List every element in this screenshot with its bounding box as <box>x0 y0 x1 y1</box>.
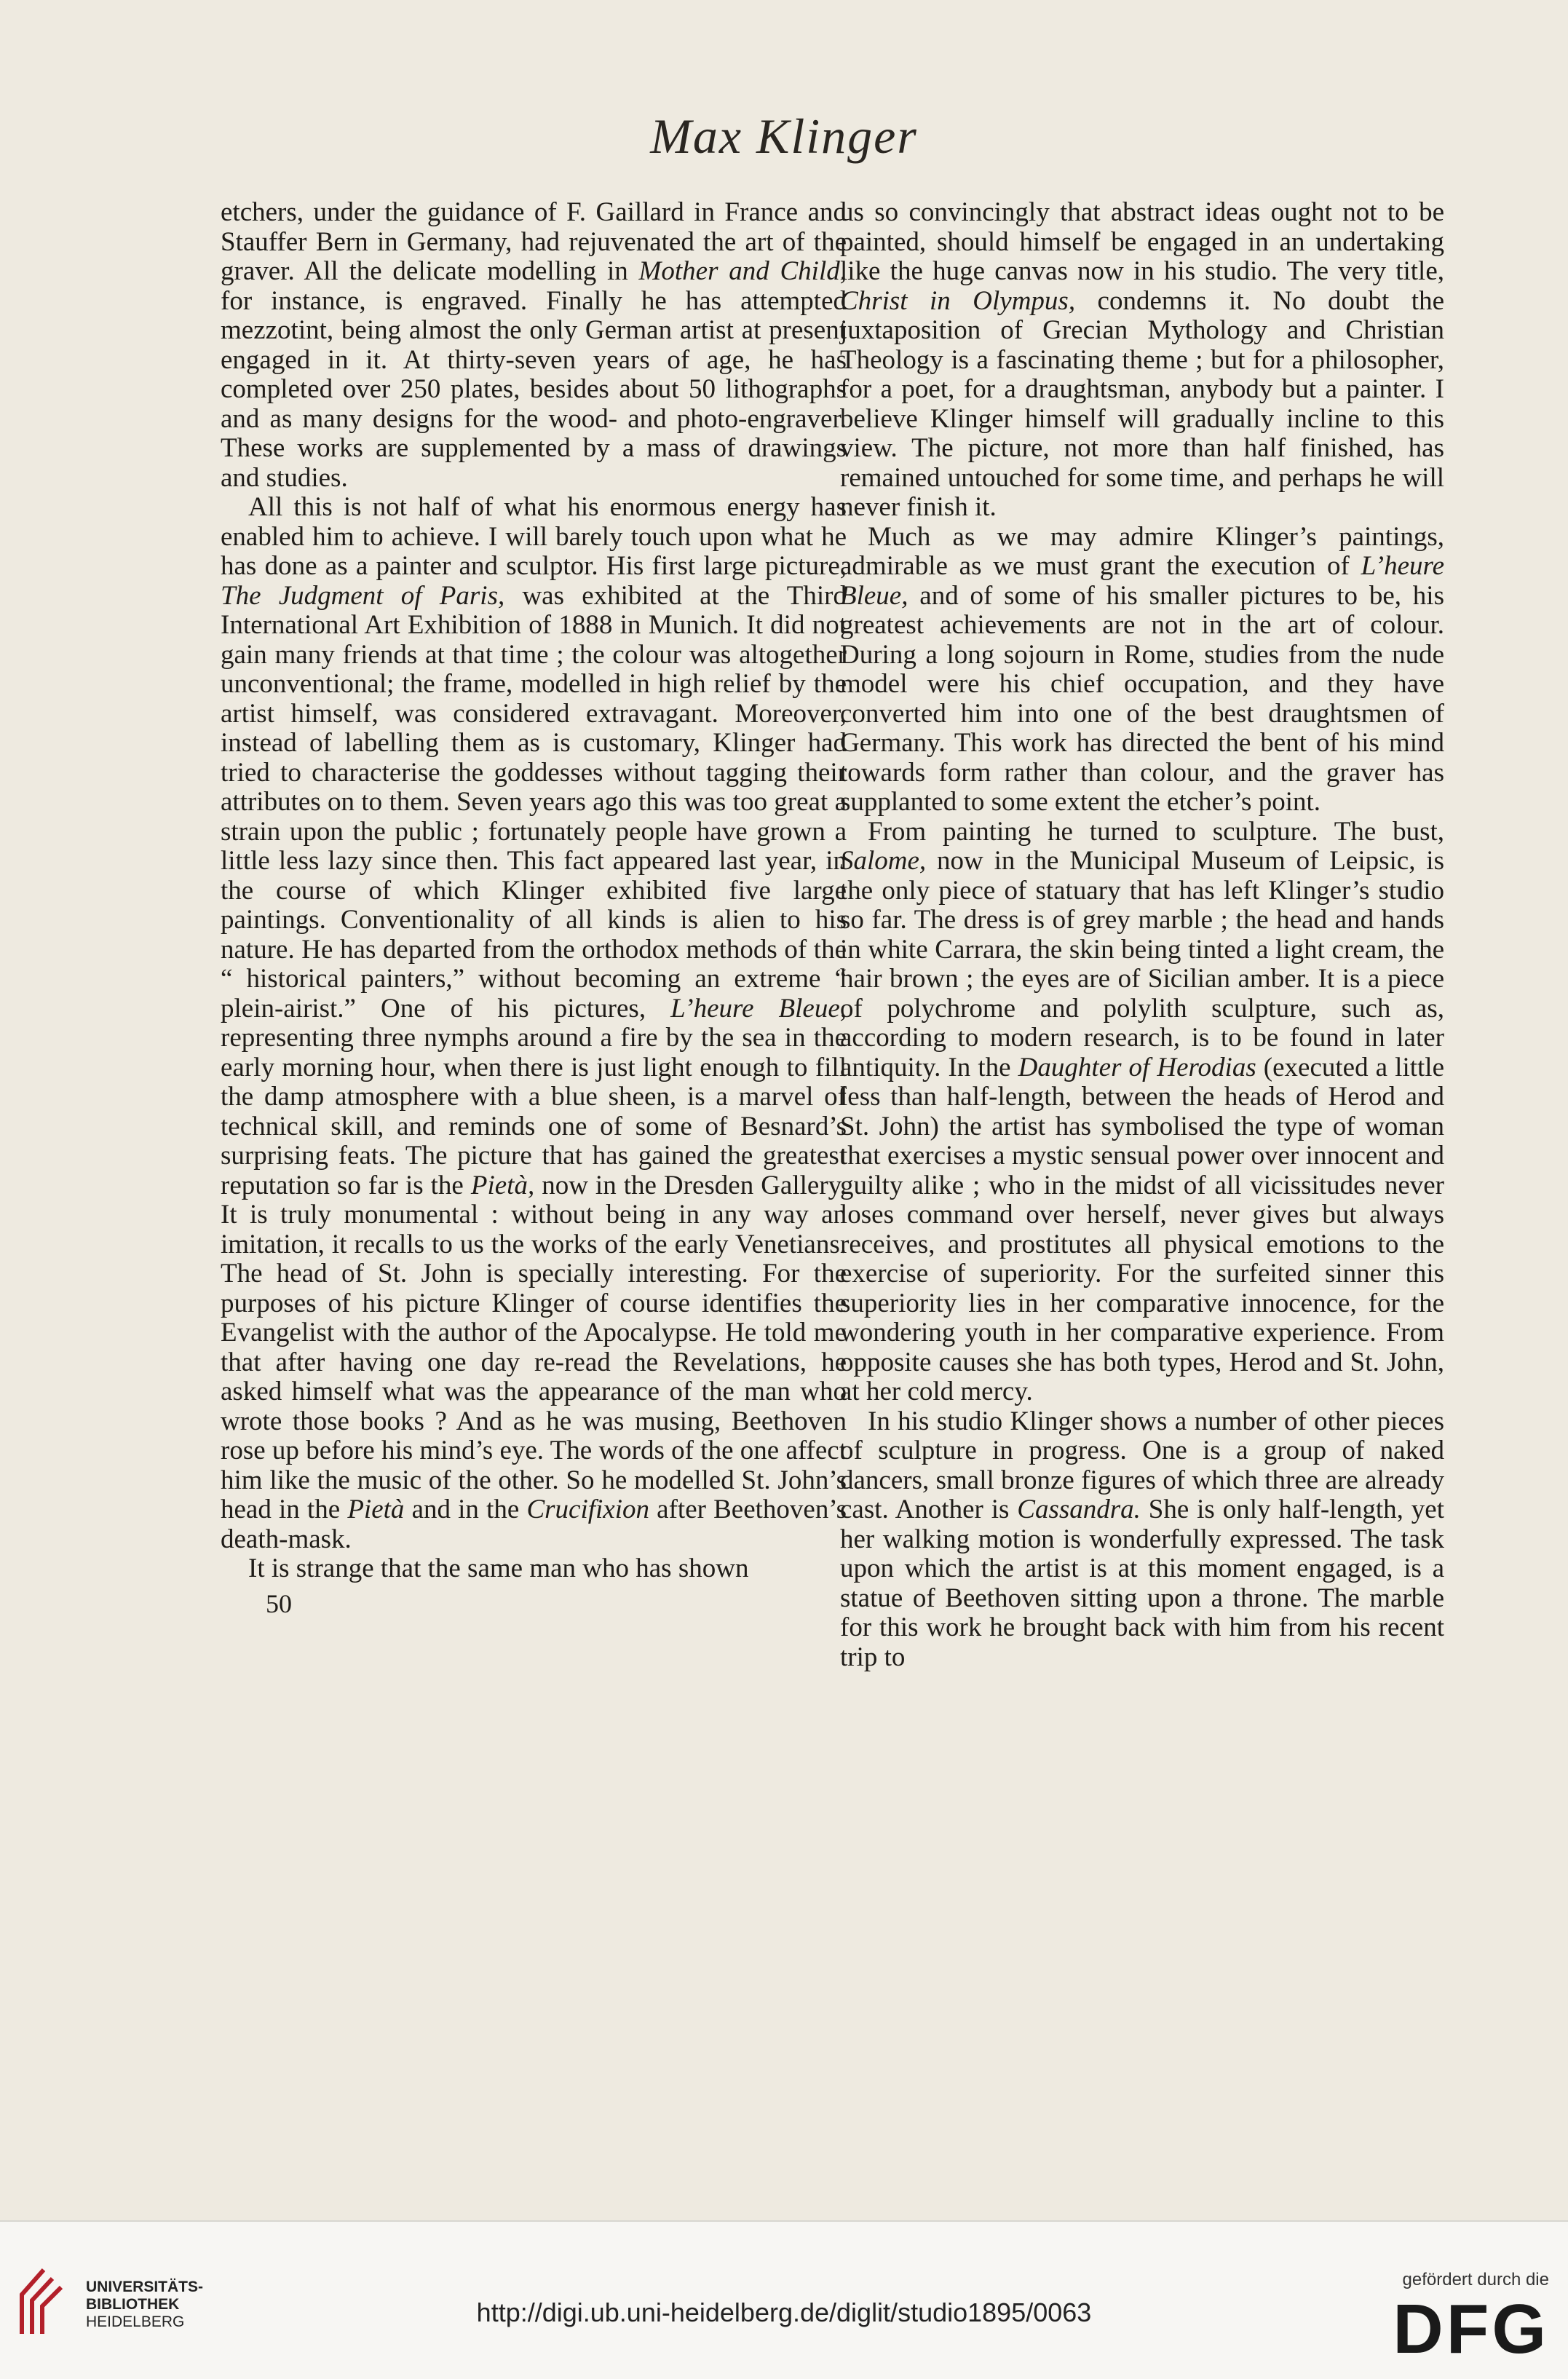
digitization-footer <box>0 2220 1568 2379</box>
text-run: From painting he turned to sculpture. The bust, <box>868 816 1444 847</box>
text-run: was exhibited at the Third International Art Exhibition of 1888 in Munich. It did not gain many friends at that time ; the colour was altogether unconventional; the frame, modelled in high relief by the artist himself, was considered extravagant. Moreover, instead of labelling them as is customary, Klinger had tried to characterise the goddesses without tagging their attributes on to them. Seven years ago this was too great a strain upon the public ; fortunately people have grown a little less lazy since then. This fact appeared last year, in the course of which Klinger exhibited five large paintings. Conventionality of all kinds is alien to his nature. He has departed from the orthodox methods of the “ historical painters,” without becoming an extreme “ plein-airist.” One of his pictures, <box>221 580 847 1024</box>
italic-title: Daughter of Herodias <box>1018 1052 1256 1082</box>
text-run: condemns it. No doubt the juxtaposition of Grecian Mythology and Christian Theology is a fascinating theme ; but for a philosopher, for a poet, for a draughtsman, anybody but a painter. I believe Klinger himself will gradually incline to this view. The picture, not more than half finished, has remained untouched for some time, and perhaps he will never finish it. <box>840 285 1445 522</box>
italic-title: L’heure Bleue, <box>840 551 1444 611</box>
library-name-line: BIBLIOTHEK <box>86 2296 180 2313</box>
text-run: representing three nymphs around a fire by the sea in the early morning hour, when there is just light enough to fill the damp atmosphere with a blue sheen, is a marvel of technical skill, and reminds one of some of Besnard’s surprising feats. The picture that has gained the greatest reputation so far is the <box>221 1023 847 1200</box>
paragraph <box>840 523 1444 818</box>
paragraph <box>840 818 1444 1407</box>
source-url-link[interactable]: http://digi.ub.uni-heidelberg.de/diglit/studio1895/0063 <box>476 2297 1092 2327</box>
text-run: It is strange that the same man who has shown <box>248 1553 749 1583</box>
italic-title: Pietà, <box>470 1170 535 1200</box>
text-run: now in the Dresden Gallery. It is truly monumental : without being in any way an imitation, it recalls to us the works of the early Venetians. The head of St. John is specially interesting. For the purposes of his picture Klinger of course identifies the Evangelist with the author of the Apocalypse. He told me that after having one day re-read the Revelations, he asked himself what was the appearance of the man who wrote those books ? And as he was musing, Beethoven rose up before his mind’s eye. The words of the one affect him like the music of the other. So he modelled St. John’s head in the <box>221 1170 847 1524</box>
italic-title: Cassandra. <box>1017 1495 1141 1524</box>
right-column <box>840 198 1444 1672</box>
text-run: etchers, under the guidance of F. Gaillard in France and Stauffer Bern in Germany, had rejuvenated the art of the graver. All the delicate modelling in <box>221 197 847 286</box>
italic-title: Pietà <box>347 1495 405 1524</box>
italic-title: Crucifixion <box>526 1495 650 1524</box>
text-run: for instance, is engraved. Finally he has attempted mezzotint, being almost the only German artist at present engaged in it. At thirty-seven years of age, he has completed over 250 plates, besides about 50 lithographs and as many designs for the wood- and photo-engraver. These works are supplemented by a mass of drawings and studies. <box>221 285 847 493</box>
text-run: In his studio Klinger shows a number of other pieces of sculpture in progress. One is a group of naked dancers, small bronze figures of which three are already cast. Another is <box>840 1406 1444 1524</box>
text-run: and in the <box>404 1495 527 1524</box>
text-run: (executed a little less than half-length, between the heads of Herod and St. John) the artist has symbolised the type of woman that exercises a mystic sensual power over innocent and guilty alike ; who in the midst of all vicissitudes never loses command over herself, never gives but always receives, and prostitutes all physical emotions to the exercise of superiority. For the surfeited sinner this superiority lies in her comparative innocence, for the wondering youth in her comparative experience. From opposite causes she has both types, Herod and St. John, at her cold mercy. <box>840 1052 1444 1406</box>
paragraph <box>221 198 847 493</box>
text-run: after Beethoven’s death-mask. <box>221 1495 847 1554</box>
italic-title: Christ in Olympus, <box>840 285 1076 316</box>
page-title: Max Klinger <box>650 108 918 164</box>
italic-title: L’heure Bleue, <box>670 993 847 1024</box>
dfg-logo: DFG <box>1393 2290 1549 2368</box>
text-run: and of some of his smaller pictures to be, his greatest achievements are not in the art of colour. During a long sojourn in Rome, studies from the nude model were his chief occupation, and they have converted him into one of the best draughtsmen of Germany. This work has directed the bent of his mind towards form rather than colour, and the graver has supplanted to some extent the etcher’s point. <box>840 580 1444 817</box>
italic-title: Salome, <box>840 846 927 876</box>
paragraph <box>221 1554 847 1584</box>
library-name-line: UNIVERSITÄTS- <box>86 2279 204 2295</box>
text-run: She is only half-length, yet her walking motion is wonderfully expressed. The task upon which the artist is at this moment engaged, is a statue of Beethoven sitting upon a throne. The marble for this work he brought back with him from his recent trip to <box>840 1495 1444 1672</box>
text-run: now in the Municipal Museum of Leipsic, is the only piece of statuary that has left Klinger’s studio so far. The dress is of grey marble ; the head and hands in white Carrara, the skin being tinted a light cream, the hair brown ; the eyes are of Sicilian amber. It is a piece of polychrome and polylith sculpture, such as, according to modern research, is to be found in later antiquity. In the <box>840 846 1444 1082</box>
text-run: us so convincingly that abstract ideas ought not to be painted, should himself be engaged in an undertaking like the huge canvas now in his studio. The very title, <box>840 197 1444 286</box>
italic-title: The Judgment of Paris, <box>221 580 505 611</box>
text-run: Much as we may admire Klinger’s paintings, admirable as we must grant the execution of <box>840 521 1444 581</box>
library-name-line: HEIDELBERG <box>86 2313 185 2330</box>
italic-title: Mother and Child, <box>638 256 847 286</box>
paragraph <box>221 493 847 1554</box>
text-run: All this is not half of what his enormous energy has enabled him to achieve. I will barely touch upon what he has done as a painter and sculptor. His first large picture, <box>221 492 847 581</box>
left-column <box>221 198 847 1584</box>
paragraph <box>840 1407 1444 1673</box>
funding-label: gefördert durch die <box>1402 2270 1549 2289</box>
paragraph <box>840 198 1444 523</box>
page-number: 50 <box>266 1589 292 1618</box>
